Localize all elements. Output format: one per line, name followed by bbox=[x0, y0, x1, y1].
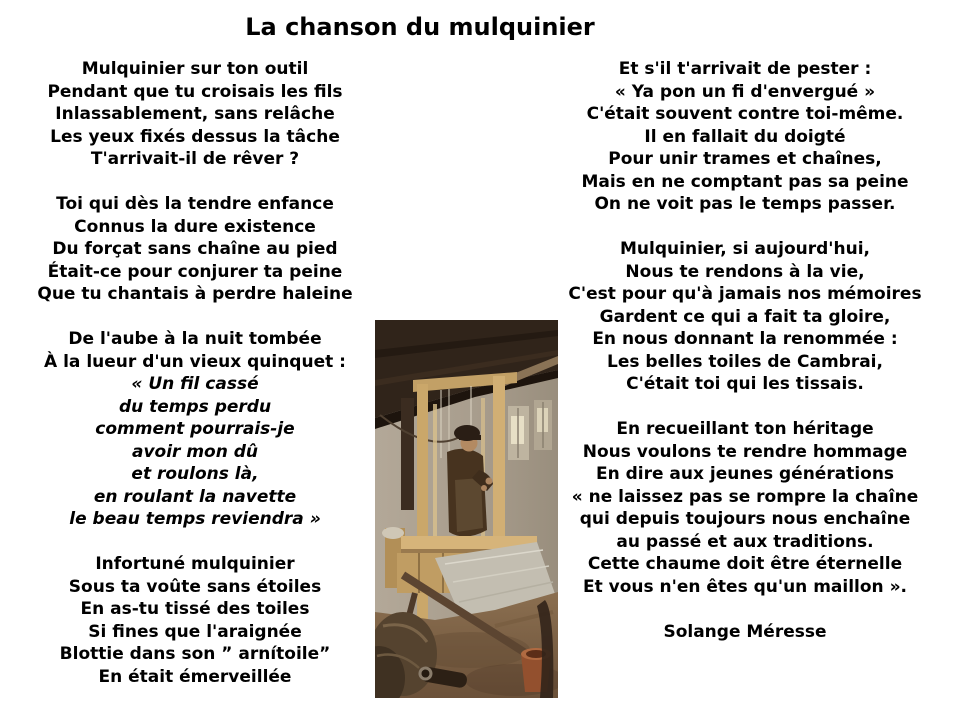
poem-line: Du forçat sans chaîne au pied bbox=[52, 239, 338, 259]
author-signature: Solange Méresse bbox=[663, 621, 827, 642]
poem-line: Nous te rendons à la vie, bbox=[625, 261, 865, 282]
poem-line: De l'aube à la nuit tombée bbox=[68, 329, 322, 349]
poem-line: Si fines que l'araignée bbox=[88, 621, 302, 642]
poem-line: Toi qui dès la tendre enfance bbox=[56, 194, 334, 214]
weaver-loom-painting bbox=[375, 320, 558, 698]
weaver-loom-painting-art bbox=[375, 320, 558, 698]
poem-line: En dire aux jeunes générations bbox=[595, 464, 895, 484]
poem-line: En as-tu tissé des toiles bbox=[80, 599, 310, 619]
poem-line: Il en fallait du doigté bbox=[644, 126, 846, 147]
poem-line: Inlassablement, sans relâche bbox=[55, 104, 335, 124]
poem-line: Nous voulons te rendre hommage bbox=[582, 441, 908, 462]
poem-line: Sous ta voûte sans étoiles bbox=[68, 576, 322, 597]
poem-line: En était émerveillée bbox=[98, 666, 292, 687]
poem-line: C'était toi qui les tissais. bbox=[626, 374, 864, 394]
poem-line: En recueillant ton héritage bbox=[616, 419, 874, 439]
poem-line: Blottie dans son ” arnítoile” bbox=[59, 644, 331, 664]
poem-stanza bbox=[557, 58, 933, 216]
poem-line: Les belles toiles de Cambrai, bbox=[607, 351, 883, 372]
poem-line: En nous donnant la renommée : bbox=[592, 329, 898, 349]
poem-line: comment pourrais-je bbox=[95, 419, 295, 439]
poem-line: du temps perdu bbox=[118, 396, 272, 417]
poem-line: Connus la dure existence bbox=[74, 216, 316, 237]
poem-line: Était-ce pour conjurer ta peine bbox=[47, 261, 343, 282]
poem-line: en roulant la navette bbox=[93, 486, 297, 507]
poem-line: Les yeux fixés dessus la tâche bbox=[50, 126, 340, 147]
poem-stanza bbox=[20, 58, 370, 171]
poem-line: Infortuné mulquinier bbox=[95, 554, 295, 574]
poem-line: Et s'il t'arrivait de pester : bbox=[618, 59, 872, 79]
poem-stanza bbox=[20, 553, 370, 688]
poem-line: le beau temps reviendra » bbox=[69, 509, 321, 529]
poem-line: C'était souvent contre toi-même. bbox=[586, 104, 904, 124]
poem-line: Mulquinier sur ton outil bbox=[81, 59, 309, 79]
poem-line: Cette chaume doit être éternelle bbox=[587, 554, 903, 574]
poem-line: Mulquinier, si aujourd'hui, bbox=[620, 239, 870, 259]
poem-line: « Ya pon un fi d'envergué » bbox=[614, 81, 876, 102]
poem-line: « Un fil cassé bbox=[131, 374, 259, 394]
poem-line: T'arrivait-il de rêver ? bbox=[90, 149, 300, 169]
poem-right-column bbox=[557, 58, 933, 643]
poem-line: Pour unir trames et chaînes, bbox=[608, 149, 882, 169]
poem-left-column bbox=[20, 58, 370, 711]
poem-line: « ne laissez pas se rompre la chaîne bbox=[571, 486, 919, 507]
poem-line: au passé et aux traditions. bbox=[616, 531, 874, 552]
poem-line: C'est pour qu'à jamais nos mémoires bbox=[568, 284, 922, 304]
poem-line: qui depuis toujours nous enchaîne bbox=[579, 509, 911, 529]
poem-stanza bbox=[20, 193, 370, 306]
poem-line: Mais en ne comptant pas sa peine bbox=[581, 171, 909, 192]
poem-stanza bbox=[20, 328, 370, 531]
page-title: La chanson du mulquinier bbox=[245, 13, 595, 41]
poem-stanza bbox=[557, 418, 933, 598]
poem-line: Que tu chantais à perdre haleine bbox=[37, 284, 353, 304]
poem-stanza bbox=[557, 238, 933, 396]
poem-line: On ne voit pas le temps passer. bbox=[594, 194, 896, 214]
poem-line: avoir mon dû bbox=[131, 441, 259, 462]
poem-line: Pendant que tu croisais les fils bbox=[47, 81, 343, 102]
poem-line: et roulons là, bbox=[131, 464, 259, 484]
poem-line: Gardent ce qui a fait ta gloire, bbox=[599, 306, 891, 327]
poem-line: À la lueur d'un vieux quinquet : bbox=[44, 351, 346, 372]
poem-line: Et vous n'en êtes qu'un maillon ». bbox=[582, 576, 908, 597]
